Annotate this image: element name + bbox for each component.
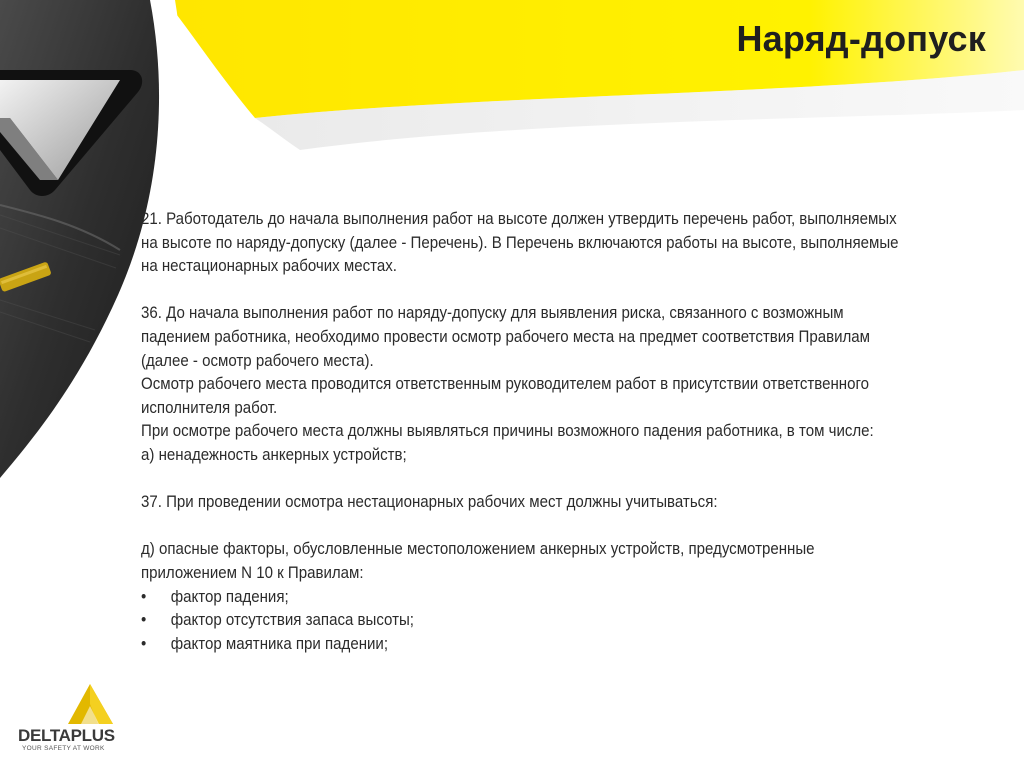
paragraph-36-line: 36. До начала выполнения работ по наряду-допуску для выявления риска, связанного с возможным	[141, 304, 844, 323]
bullet-item	[141, 609, 922, 633]
bullet-text: фактор отсутствия запаса высоты;	[170, 611, 414, 630]
paragraph-37-line: 37. При проведении осмотра нестационарных рабочих мест должны учитываться:	[141, 493, 718, 512]
bullet-text: фактор маятника при падении;	[170, 634, 389, 653]
paragraph-36-line: Осмотр рабочего места проводится ответственным руководителем работ в присутствии ответственного	[141, 375, 870, 394]
paragraph-36-line: исполнителя работ.	[141, 398, 278, 417]
slide-body	[141, 208, 922, 656]
paragraph-d-line: приложением N 10 к Правилам:	[141, 563, 364, 582]
bullet-icon: •	[141, 587, 147, 606]
bullet-text: фактор падения;	[170, 587, 289, 606]
bullet-item	[141, 633, 922, 657]
bullet-icon: •	[141, 611, 147, 630]
bullet-item	[141, 586, 922, 610]
paragraph-36-line: падением работника, необходимо провести осмотр рабочего места на предмет соответствия Правилам	[141, 327, 870, 346]
slide-title: Наряд-допуск	[736, 18, 986, 59]
logo-wordmark	[18, 726, 115, 746]
logo-word-delta: DELTA	[18, 726, 71, 745]
paragraph-21-line: на высоте по наряду-допуску (далее - Перечень). В Перечень включаются работы на высоте, выполняемые	[141, 233, 899, 252]
paragraph-d-line: д) опасные факторы, обусловленные местоположением анкерных устройств, предусмотренные	[141, 540, 815, 559]
logo-tagline: YOUR SAFETY AT WORK	[22, 745, 105, 752]
paragraph-21-line: на нестационарных рабочих местах.	[141, 257, 397, 276]
paragraph-36-line: а) ненадежность анкерных устройств;	[141, 445, 407, 464]
paragraph-36-line: При осмотре рабочего места должны выявляться причины возможного падения работника, в том числе:	[141, 422, 874, 441]
paragraph-21-line: 21. Работодатель до начала выполнения работ на высоте должен утвердить перечень работ, выполняемых	[141, 210, 897, 228]
bullet-icon: •	[141, 634, 147, 653]
paragraph-36-line: (далее - осмотр рабочего места).	[141, 351, 374, 370]
delta-plus-logo	[18, 680, 168, 752]
logo-word-plus: PLUS	[70, 726, 115, 745]
